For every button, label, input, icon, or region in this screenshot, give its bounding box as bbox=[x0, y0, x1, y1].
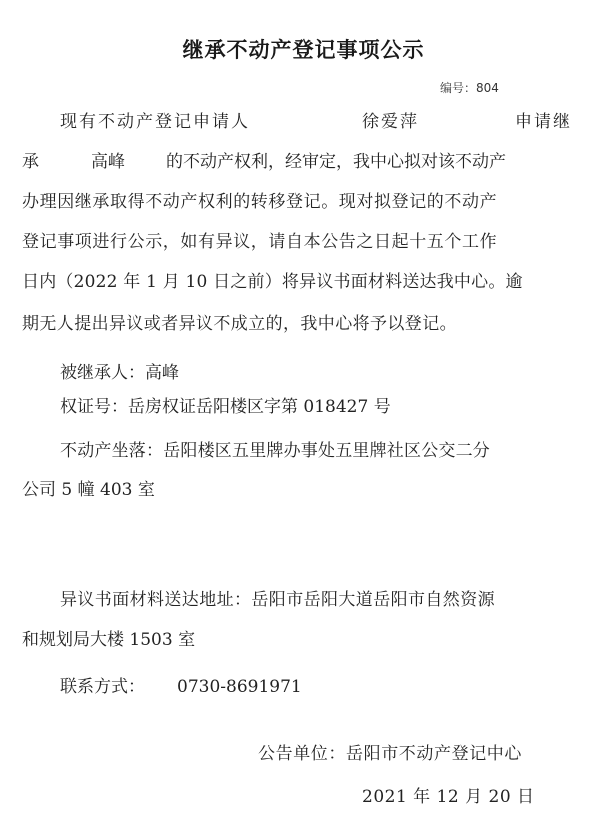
apply-text: 申请继 bbox=[515, 112, 572, 132]
applicant-name: 徐爱萍 bbox=[362, 112, 419, 132]
rights-text: 的不动产权利，经审定，我中心拟对该不动产 bbox=[166, 152, 506, 172]
issuer-line: 公告单位：岳阳市不动产登记中心 bbox=[258, 744, 522, 764]
contact-line bbox=[60, 675, 302, 699]
contact-phone: 0730-8691971 bbox=[177, 677, 302, 697]
serial-number: 编号：804 bbox=[440, 81, 499, 95]
date-line: 2021 年 12 月 20 日 bbox=[362, 787, 535, 807]
cheng-char: 承 bbox=[22, 152, 39, 172]
intro-line-1 bbox=[60, 110, 572, 134]
intro-line-5: 日内（2022 年 1 月 10 日之前）将异议书面材料送达我中心。逾 bbox=[22, 272, 523, 292]
intro-prefix: 现有不动产登记申请人 bbox=[60, 112, 250, 132]
location-line-1: 不动产坐落：岳阳楼区五里牌办事处五里牌社区公交二分 bbox=[60, 441, 490, 461]
contact-label: 联系方式： bbox=[60, 677, 145, 697]
inheritee-line: 被继承人：高峰 bbox=[60, 363, 179, 383]
document-title: 继承不动产登记事项公示 bbox=[182, 38, 425, 62]
intro-line-4: 登记事项进行公示，如有异议，请自本公告之日起十五个工作 bbox=[22, 232, 498, 252]
deceased-name: 高峰 bbox=[91, 152, 125, 172]
certificate-line: 权证号：岳房权证岳阳楼区字第 018427 号 bbox=[60, 397, 391, 417]
objection-address-line-1: 异议书面材料送达地址：岳阳市岳阳大道岳阳市自然资源 bbox=[60, 590, 495, 610]
intro-line-6: 期无人提出异议或者异议不成立的，我中心将予以登记。 bbox=[22, 314, 457, 334]
location-line-2: 公司 5 幢 403 室 bbox=[22, 480, 155, 500]
intro-line-3: 办理因继承取得不动产权利的转移登记。现对拟登记的不动产 bbox=[22, 192, 498, 212]
objection-address-line-2: 和规划局大楼 1503 室 bbox=[22, 630, 196, 650]
